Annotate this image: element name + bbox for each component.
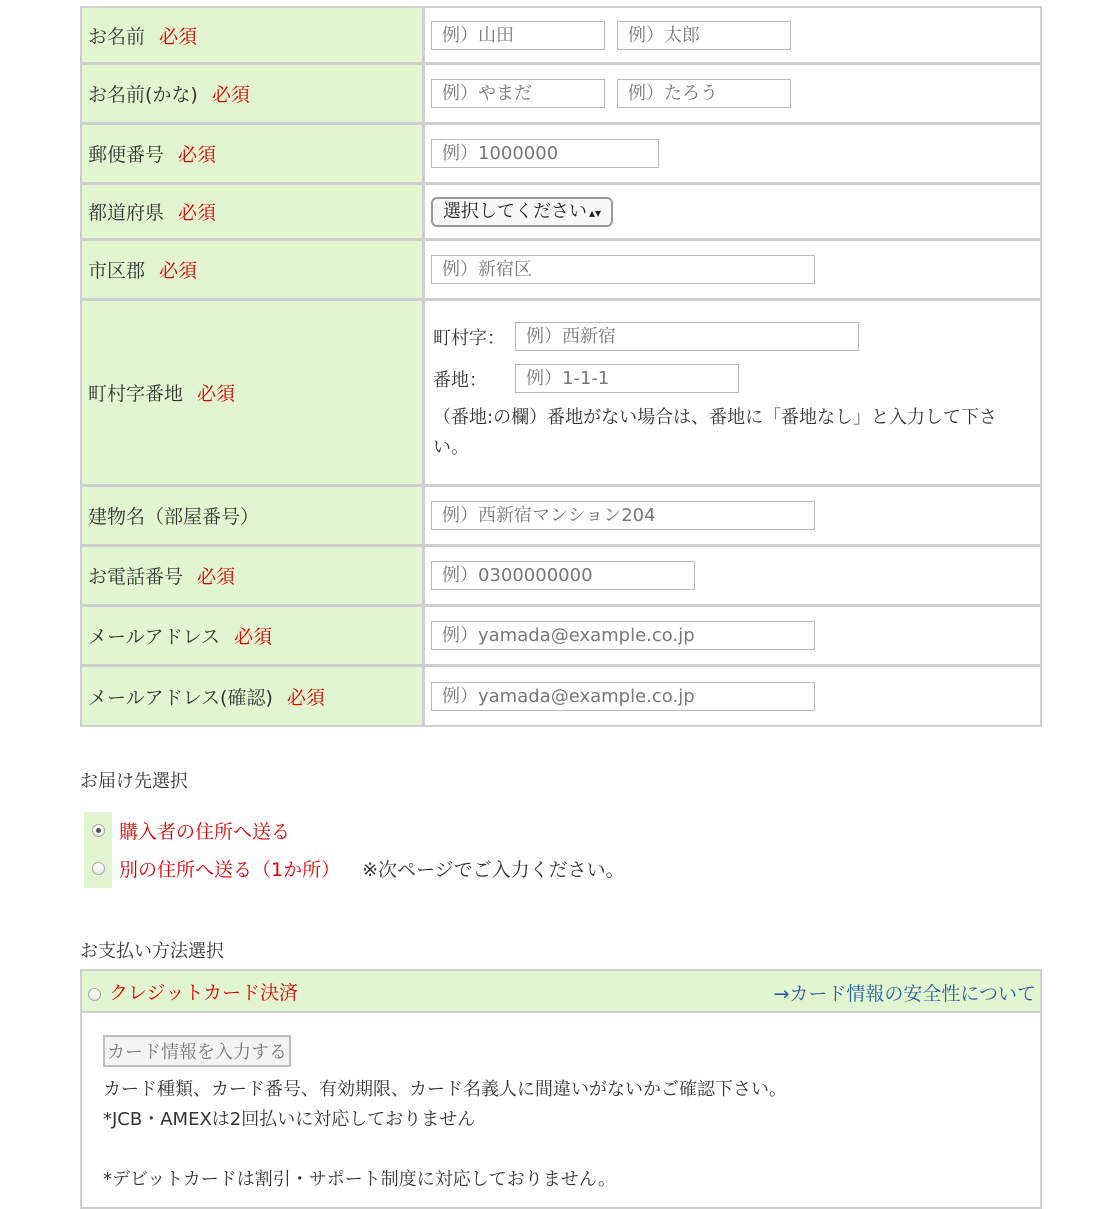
required-badge: 必須 (234, 626, 273, 648)
form-row-email-confirm (82, 667, 1040, 725)
form-row-city (82, 241, 1040, 301)
required-badge: 必須 (211, 84, 250, 106)
city-input-cell (425, 241, 1040, 301)
prefecture-input-cell (425, 185, 1040, 241)
city-input[interactable]: 例）新宿区 (431, 255, 815, 284)
email-confirm-input[interactable]: 例）yamada@example.co.jp (431, 682, 815, 711)
form-row-name (82, 8, 1040, 65)
zip-input[interactable]: 例）1000000 (431, 139, 659, 168)
city-label-cell (82, 241, 425, 301)
name-label: お名前 (88, 25, 146, 48)
delivery-option-buyer-label[interactable]: 購入者の住所へ送る (119, 821, 291, 843)
enter-card-info-button[interactable]: カード情報を入力する (103, 1035, 291, 1067)
form-row-kana (82, 65, 1040, 125)
payment-notes (103, 1075, 787, 1195)
block-label: 番地： (433, 369, 487, 391)
radio-checked-icon[interactable] (92, 824, 105, 837)
last-name-input[interactable]: 例）山田 (431, 21, 605, 50)
building-input-cell (425, 487, 1040, 547)
payment-note: カード種類、カード番号、有効期限、カード名義人に間違いがないかご確認下さい。 (103, 1079, 787, 1100)
last-name-kana-input[interactable]: 例）やまだ (431, 79, 605, 108)
radio-unchecked-icon[interactable] (92, 862, 105, 875)
card-security-link[interactable]: →カード情報の安全性について (773, 983, 1036, 1005)
credit-card-label[interactable]: クレジットカード決済 (109, 981, 298, 1004)
select-arrows-icon: ▴▾ (589, 205, 602, 220)
email-input-cell (425, 607, 1040, 667)
town-input[interactable]: 例）西新宿 (515, 322, 859, 351)
prefecture-label: 都道府県 (88, 202, 165, 224)
required-badge: 必須 (197, 383, 236, 405)
first-name-kana-input[interactable]: 例）たろう (617, 79, 791, 108)
form-row-email (82, 607, 1040, 667)
required-badge: 必須 (159, 260, 198, 282)
phone-label: お電話番号 (88, 566, 184, 588)
prefecture-select[interactable] (431, 197, 613, 227)
required-badge: 必須 (178, 202, 217, 224)
delivery-section-title: お届け先選択 (80, 771, 188, 792)
zip-label-cell (82, 125, 425, 185)
building-label-cell (82, 487, 425, 547)
city-label: 市区郡 (88, 260, 146, 282)
name-label-cell (82, 8, 425, 65)
delivery-option-other[interactable] (92, 855, 625, 882)
building-label: 建物名（部屋番号） (88, 506, 260, 528)
address-input-cell (425, 301, 1040, 487)
name-input-cell (425, 8, 1040, 65)
credit-card-option[interactable] (82, 971, 1040, 1013)
delivery-option-other-note: ※次ページでご入力ください。 (362, 859, 625, 881)
form-row-building (82, 487, 1040, 547)
town-label: 町村字： (433, 327, 505, 349)
email-confirm-label: メールアドレス(確認) (88, 686, 273, 709)
payment-method-box (80, 969, 1042, 1209)
form-row-address (82, 301, 1040, 487)
payment-section-title: お支払い方法選択 (80, 941, 224, 962)
email-confirm-input-cell (425, 667, 1040, 725)
first-name-input[interactable]: 例）太郎 (617, 21, 791, 50)
email-label: メールアドレス (88, 626, 221, 648)
required-badge: 必須 (178, 144, 217, 166)
required-badge: 必須 (159, 25, 198, 48)
zip-input-cell (425, 125, 1040, 185)
form-row-phone (82, 547, 1040, 607)
town-line (433, 322, 1040, 351)
email-confirm-label-cell (82, 667, 425, 725)
address-label-cell (82, 301, 425, 487)
prefecture-label-cell (82, 185, 425, 241)
payment-note: *JCB・AMEXは2回払いに対応しておりません (103, 1109, 476, 1130)
form-row-prefecture (82, 185, 1040, 241)
kana-input-cell (425, 65, 1040, 125)
block-line (433, 364, 1040, 393)
payment-note: *デビットカードは割引・サポート制度に対応しておりません。 (103, 1169, 616, 1190)
payment-note-spacer (103, 1135, 787, 1165)
address-note: （番地:の欄）番地がない場合は、番地に「番地なし」と入力して下さい。 (433, 407, 998, 458)
kana-label: お名前(かな) (88, 84, 198, 106)
customer-info-form (80, 6, 1042, 727)
address-label: 町村字番地 (88, 383, 184, 405)
radio-unchecked-icon[interactable] (88, 988, 101, 1001)
kana-label-cell (82, 65, 425, 125)
email-label-cell (82, 607, 425, 667)
required-badge: 必須 (197, 566, 236, 588)
form-row-zip (82, 125, 1040, 185)
zip-label: 郵便番号 (88, 144, 165, 166)
email-input[interactable]: 例）yamada@example.co.jp (431, 621, 815, 650)
phone-input-cell (425, 547, 1040, 607)
prefecture-select-value: 選択してください (443, 200, 587, 222)
delivery-option-buyer[interactable] (92, 817, 290, 844)
building-input[interactable]: 例）西新宿マンション204 (431, 501, 815, 530)
phone-label-cell (82, 547, 425, 607)
delivery-option-other-label[interactable]: 別の住所へ送る（1か所） (119, 859, 341, 881)
required-badge: 必須 (286, 686, 325, 709)
block-input[interactable]: 例）1-1-1 (515, 364, 739, 393)
phone-input[interactable]: 例）0300000000 (431, 561, 695, 590)
